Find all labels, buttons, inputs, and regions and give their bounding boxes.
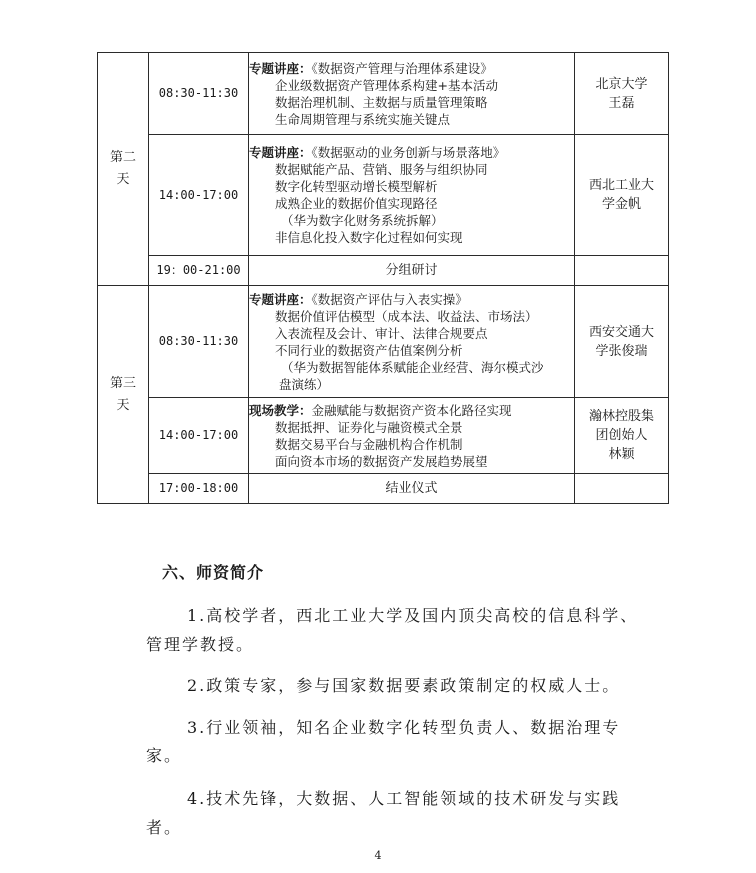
day-cell-day3: 第三 天 bbox=[98, 286, 149, 504]
teacher-cell-empty bbox=[575, 474, 669, 504]
session-item: 数据交易平台与金融机构合作机制 bbox=[275, 436, 463, 452]
time-cell: 17:00-18:00 bbox=[149, 474, 249, 504]
session-type: 现场教学： bbox=[249, 402, 312, 418]
session-type: 专题讲座： bbox=[249, 60, 312, 76]
table-row bbox=[98, 135, 669, 256]
table-row bbox=[98, 474, 669, 504]
teacher-line: 团创始人 bbox=[595, 428, 648, 443]
faculty-paragraph-4-cont: 者。 bbox=[146, 818, 183, 837]
faculty-paragraph-1: 1.高校学者，西北工业大学及国内顶尖高校的信息科学、 bbox=[187, 606, 639, 625]
session-item: 不同行业的数据资产估值案例分析 bbox=[275, 342, 463, 358]
session-type: 专题讲座： bbox=[249, 145, 312, 160]
session-item: 企业级数据资产管理体系构建+基本活动 bbox=[275, 77, 498, 93]
faculty-paragraph-3-cont: 家。 bbox=[146, 746, 183, 765]
table-row bbox=[98, 398, 669, 474]
session-type: 专题讲座： bbox=[249, 291, 312, 307]
time-cell: 08:30-11:30 bbox=[149, 286, 249, 398]
teacher-line: 王磊 bbox=[608, 95, 635, 111]
teacher-line: 西北工业大 bbox=[588, 178, 654, 193]
session-item: （华为数字化财务系统拆解） bbox=[281, 213, 444, 228]
faculty-paragraph-1-cont: 管理学教授。 bbox=[146, 635, 255, 654]
teacher-line: 瀚林控股集 bbox=[588, 409, 654, 424]
time-cell: 19：00-21:00 bbox=[149, 256, 249, 286]
teacher-line: 学金帆 bbox=[601, 197, 641, 212]
session-title: 《数据资产评估与入表实操》 bbox=[311, 291, 468, 307]
session-content: 分组研讨 bbox=[249, 256, 575, 286]
teacher-cell-empty bbox=[575, 256, 669, 286]
session-title: 金融赋能与数据资产资本化路径实现 bbox=[311, 402, 512, 418]
session-item: 生命周期管理与系统实施关键点 bbox=[275, 111, 451, 127]
teacher-line: 林颖 bbox=[608, 447, 635, 462]
session-content bbox=[249, 135, 575, 256]
session-item: 数据价值评估模型（成本法、收益法、市场法） bbox=[275, 308, 538, 324]
session-item: （华为数据智能体系赋能企业经营、海尔模式沙 bbox=[281, 359, 544, 375]
section-heading: 六、师资简介 bbox=[162, 563, 265, 582]
faculty-paragraph-4: 4.技术先锋，大数据、人工智能领域的技术研发与实践 bbox=[187, 789, 621, 808]
teacher-cell bbox=[575, 135, 669, 256]
session-content: 结业仪式 bbox=[249, 474, 575, 504]
table-row bbox=[98, 256, 669, 286]
session-content bbox=[249, 53, 575, 135]
session-item: 数据治理机制、主数据与质量管理策略 bbox=[275, 94, 488, 110]
table-row bbox=[98, 53, 669, 135]
session-heading bbox=[249, 291, 574, 308]
session-item: 数据抵押、证券化与融资模式全景 bbox=[275, 419, 463, 435]
session-content bbox=[249, 286, 575, 398]
teacher-cell bbox=[575, 398, 669, 474]
session-heading bbox=[249, 60, 574, 77]
session-item: 数字化转型驱动增长模型解析 bbox=[275, 179, 438, 194]
teacher-line: 北京大学 bbox=[595, 76, 648, 92]
faculty-paragraph-2: 2.政策专家，参与国家数据要素政策制定的权威人士。 bbox=[187, 676, 621, 695]
session-title: 《数据驱动的业务创新与场景落地》 bbox=[311, 145, 506, 160]
teacher-line: 学张俊瑞 bbox=[595, 343, 648, 359]
training-schedule-table bbox=[97, 52, 669, 504]
time-cell: 08:30-11:30 bbox=[149, 53, 249, 135]
day-cell-day2: 第二 天 bbox=[98, 53, 149, 286]
teacher-cell bbox=[575, 286, 669, 398]
session-item: 成熟企业的数据价值实现路径 bbox=[275, 196, 438, 211]
teacher-line: 西安交通大 bbox=[588, 324, 654, 340]
session-item: 非信息化投入数字化过程如何实现 bbox=[275, 230, 463, 245]
session-content bbox=[249, 398, 575, 474]
session-item: 面向资本市场的数据资产发展趋势展望 bbox=[275, 453, 488, 469]
session-item: 数据赋能产品、营销、服务与组织协同 bbox=[275, 162, 488, 177]
time-cell: 14:00-17:00 bbox=[149, 135, 249, 256]
session-item: 盘演练） bbox=[279, 376, 330, 392]
session-title: 《数据资产管理与治理体系建设》 bbox=[311, 60, 493, 76]
session-item: 入表流程及会计、审计、法律合规要点 bbox=[275, 325, 488, 341]
teacher-cell bbox=[575, 53, 669, 135]
page-number: 4 bbox=[374, 849, 382, 862]
session-heading bbox=[249, 144, 574, 161]
session-heading bbox=[249, 402, 574, 419]
table-row bbox=[98, 286, 669, 398]
time-cell: 14:00-17:00 bbox=[149, 398, 249, 474]
faculty-paragraph-3: 3.行业领袖，知名企业数字化转型负责人、数据治理专 bbox=[187, 718, 621, 737]
